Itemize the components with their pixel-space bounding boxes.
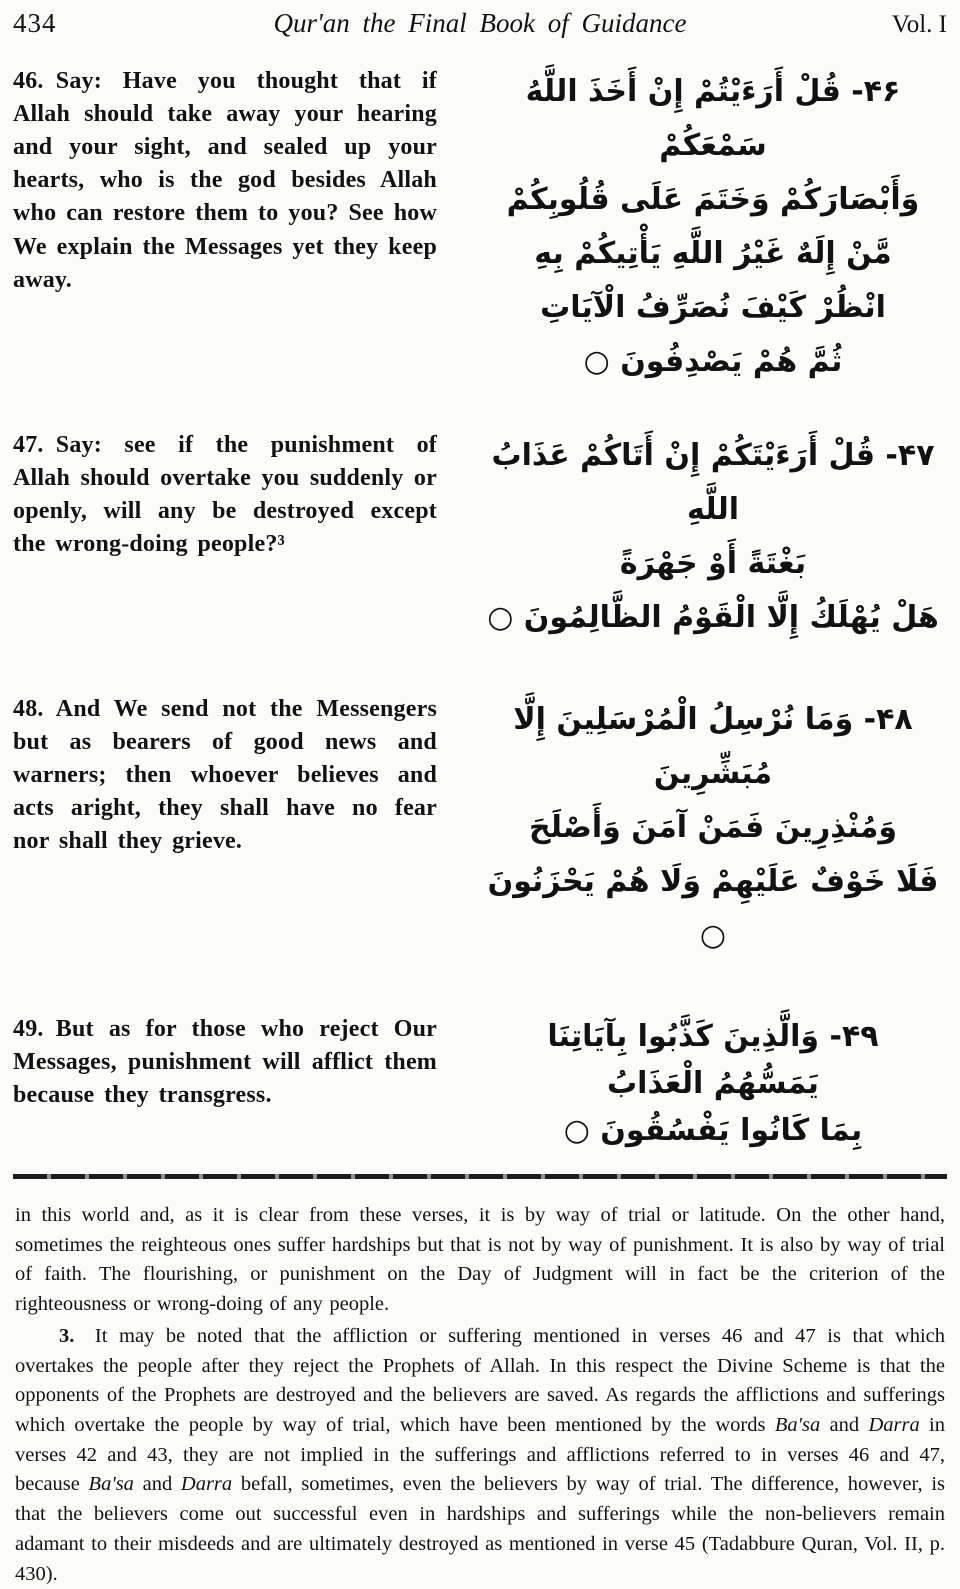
verses-section: [13, 65, 947, 1154]
footnote-3: [15, 1322, 945, 1589]
arabic-line: ۴۹- وَالَّذِينَ كَذَّبُوا بِآيَاتِنَا: [547, 1019, 879, 1054]
arabic-line: بَغْتَةً أَوْ جَهْرَةً: [619, 546, 807, 581]
verse-46-english: 46. Say: Have you thought that if Allah should take away your hearing and your sight, and sealed up your hearts, who is the god besides Allah who can restore them to you? See how We explain the Messages yet they keep away.: [13, 68, 437, 293]
arabic-line: ۴۷- قُلْ أَرَءَيْتَكُمْ إِنْ أَتَاكُمْ عَذَابُ اللَّهِ: [491, 438, 935, 527]
footnote-divider: [13, 1174, 947, 1179]
footnote-term-basa: Ba'sa: [774, 1414, 821, 1437]
footnote-continuation: in this world and, as it is clear from these verses, it is by way of trial or latitude. On the other hand, sometimes the reighteous ones suffer hardships but that is not by way of punishment. It is also by way of trial of faith. The flourishing, or punishment on the Day of Judgment will in fact be the criterion of the righteousness or wrong-doing of any people.: [15, 1204, 945, 1316]
arabic-line: هَلْ يُهْلَكُ إِلَّا الْقَوْمُ الظَّالِمُونَ ○: [487, 600, 939, 635]
arabic-line: بِمَا كَانُوا يَفْسُقُونَ ○: [563, 1113, 863, 1148]
verse-row-46: [13, 65, 947, 389]
arabic-line: فَلَا خَوْفٌ عَلَيْهِمْ وَلَا هُمْ يَحْزَنُونَ ○: [487, 864, 939, 953]
arabic-line: وَمُنْذِرِينَ فَمَنْ آمَنَ وَأَصْلَحَ: [528, 810, 898, 845]
footnote-text: It may be noted that the affliction or suffering mentioned in verses 46 and 47 is that which overtakes the people after they reject the Prophets of Allah. In this respect the Divine Scheme is that the opponents of the Prophets are destroyed and the believers are saved. As regards the afflictions and sufferings which overtake the people by way of trial, which have been mentioned by the words: [15, 1324, 945, 1437]
book-title: Qur'an the Final Book of Guidance: [273, 8, 687, 38]
verse-row-49: [13, 1013, 947, 1154]
verse-48-arabic: [479, 693, 947, 963]
verse-47-arabic: [479, 429, 947, 645]
footnote-term-darra: Darra: [180, 1473, 233, 1496]
verse-49-arabic: [479, 1013, 947, 1154]
footnote-text: befall, sometimes, even the believers by way of trial. The difference, however, is that the believers come out successful even in hardships and sufferings while the non-believers remain adamant to their misdeeds and are ultimately destroyed as mentioned in verse 45 (Tadabbure Quran, Vol. II, p. 430).: [15, 1473, 945, 1585]
footnote-term-darra: Darra: [868, 1414, 920, 1437]
verse-row-47: [13, 429, 947, 645]
footnote-number: 3.: [59, 1324, 75, 1347]
verse-46-arabic: [479, 65, 947, 389]
footnote-text: in verses 42 and 43, they are not implied in the sufferings and afflictions referred to in verses 46 and 47, because: [15, 1414, 946, 1496]
arabic-line: يَمَسُّهُمُ الْعَذَابُ: [607, 1066, 819, 1101]
arabic-line: ۴۶- قُلْ أَرَءَيْتُمْ إِنْ أَخَذَ اللَّهُ سَمْعَكُمْ: [525, 74, 901, 163]
arabic-line: ۴۸- وَمَا نُرْسِلُ الْمُرْسَلِينَ إِلَّا مُبَشِّرِينَ: [513, 702, 913, 791]
arabic-line: مَّنْ إِلَهٌ غَيْرُ اللَّهِ يَأْتِيكُمْ بِهِ: [534, 236, 892, 271]
footnote-term-basa: Ba'sa: [88, 1473, 134, 1496]
verse-row-48: [13, 693, 947, 963]
verse-47-english: 47. Say: see if the punishment of Allah should overtake you suddenly or openly, will any be destroyed except the wrong-doing people?³: [13, 432, 437, 558]
arabic-line: انْظُرْ كَيْفَ نُصَرِّفُ الْآيَاتِ: [540, 290, 886, 325]
page-number: 434: [13, 8, 57, 38]
volume-label: Vol. I: [891, 11, 947, 38]
verse-48-english: 48. And We send not the Messengers but as bearers of good news and warners; then whoever believes and acts aright, they shall have no fear nor shall they grieve.: [13, 696, 437, 855]
footnotes-section: [13, 1195, 947, 1589]
footnote-text: and: [133, 1473, 181, 1496]
verse-49-english: 49. But as for those who reject Our Messages, punishment will afflict them because they transgress.: [13, 1016, 437, 1109]
arabic-line: ثُمَّ هُمْ يَصْدِفُونَ ○: [583, 344, 843, 379]
arabic-line: وَأَبْصَارَكُمْ وَخَتَمَ عَلَى قُلُوبِكُمْ: [506, 182, 920, 217]
page-header: [13, 8, 947, 39]
footnote-text: and: [820, 1414, 869, 1437]
